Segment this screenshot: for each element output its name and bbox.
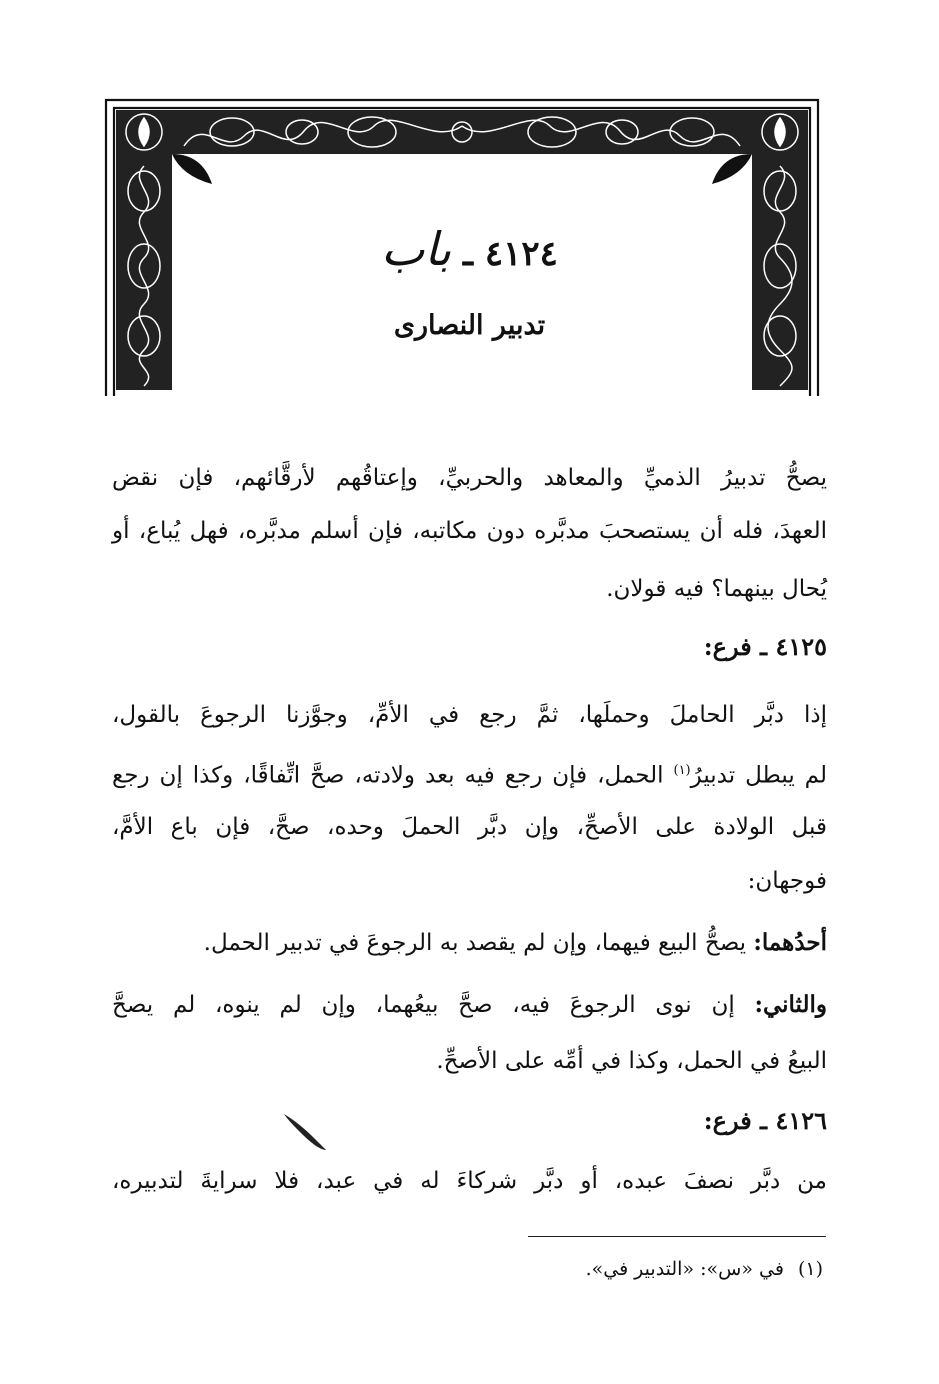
first-view-text: يصحُّ البيع فيهما، وإن لم يقصد به الرجوعَ في تدبير الحمل.	[203, 930, 754, 956]
second-view-label: والثاني:	[754, 991, 827, 1018]
chapter-number: ٤١٢٤ ـ	[463, 234, 558, 274]
paragraph1-line3: يُحال بينهما؟ فيه قولان.	[606, 576, 827, 602]
second-view-line1	[112, 990, 827, 1020]
paragraph2-line3: قبل الولادة على الأصحِّ، وإن دبَّر الحملَ وحده، صحَّ، فإن باع الأمَّ،	[112, 814, 827, 840]
paragraph2-line2-end: الحمل، فإن رجع فيه بعد ولادته، صحَّ اتِّفاقًا، وكذا إن رجع	[112, 762, 674, 789]
ink-smudge	[280, 1110, 330, 1154]
paragraph2-line2	[112, 756, 827, 791]
footnote-marker: (١)	[673, 763, 691, 778]
second-view-text1: إن نوى الرجوعَ فيه، صحَّ بيعُهما، وإن لم ينوه، لم يصحَّ	[112, 992, 755, 1018]
paragraph2-line1: إذا دبَّر الحاملَ وحملَها، ثمَّ رجع في الأمِّ، وجوَّزنا الرجوعَ بالقول،	[112, 702, 827, 728]
chapter-title: تدبير النصارى	[393, 310, 546, 341]
first-view-label: أحدُهما:	[753, 929, 827, 956]
paragraph2-line4: فوجهان:	[747, 868, 827, 894]
paragraph2-line2-start: لم يبطل تدبيرُ	[690, 762, 827, 789]
chapter-word: باب	[381, 222, 452, 276]
section-heading-4126: ٤١٢٦ ـ فرع:	[703, 1106, 827, 1135]
footnote-text: في «س»: «التدبير في».	[585, 1258, 784, 1280]
paragraph1-line2: العهدَ، فله أن يستصحبَ مدبَّره دون مكاتبه، فإن أسلم مدبَّره، فهل يُباع، أو	[112, 518, 827, 544]
footnote-number: (١)	[797, 1258, 823, 1280]
first-view	[112, 928, 827, 958]
chapter-heading	[0, 222, 939, 276]
paragraph1-line1: يصحُّ تدبيرُ الذميِّ والمعاهد والحربيِّ، وإعتاقُهم لأرقَّائهم، فإن نقض	[112, 465, 827, 491]
second-view-line2: البيعُ في الحمل، وكذا في أمِّه على الأصحِّ.	[436, 1048, 827, 1074]
section-heading-4125: ٤١٢٥ ـ فرع:	[703, 632, 827, 661]
footnote-separator	[528, 1236, 826, 1237]
footnote	[586, 1258, 823, 1280]
paragraph3-line1: من دبَّر نصفَ عبده، أو دبَّر شركاءَ له في عبد، فلا سرايةَ لتدبيره،	[112, 1168, 827, 1194]
